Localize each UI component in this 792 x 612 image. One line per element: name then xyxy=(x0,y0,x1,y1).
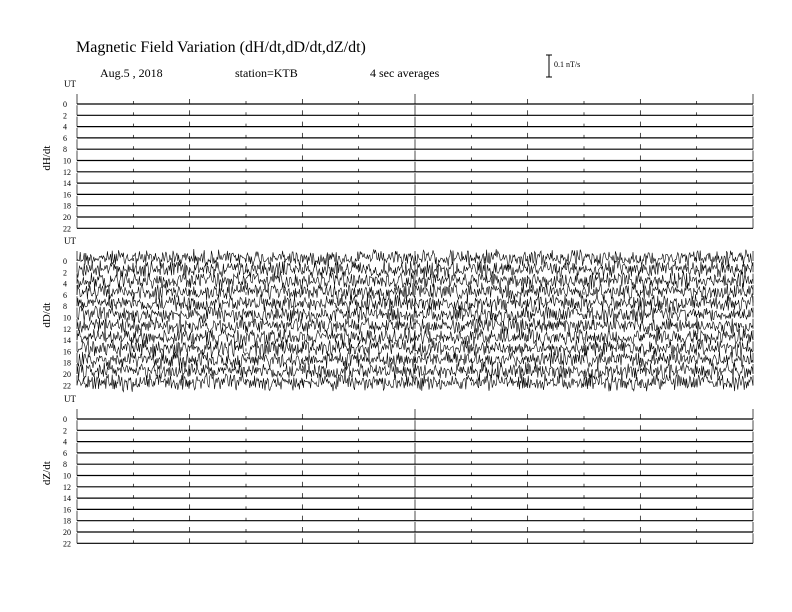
row-hour-label: 8 xyxy=(63,460,67,470)
panel-ylabel: dD/dt xyxy=(41,302,53,328)
row-hour-label: 0 xyxy=(63,100,67,109)
row-hour-label: 2 xyxy=(63,268,67,278)
row-hour-label: 6 xyxy=(63,290,67,300)
row-hour-label: 4 xyxy=(63,279,67,289)
row-hour-label: 12 xyxy=(63,482,71,492)
row-hour-label: 16 xyxy=(63,347,71,357)
row-hour-label: 18 xyxy=(63,358,71,368)
row-hour-label: 22 xyxy=(63,224,71,234)
row-hour-label: 14 xyxy=(63,494,71,504)
scale-bar-label: 0.1 nT/s xyxy=(554,60,581,69)
row-hour-label: 4 xyxy=(63,437,67,447)
row-hour-label: 22 xyxy=(63,381,71,391)
row-hour-label: 0 xyxy=(63,257,67,266)
row-hour-label: 8 xyxy=(63,145,67,155)
row-hour-label: 6 xyxy=(63,448,67,458)
row-hour-label: 20 xyxy=(63,370,71,379)
row-hour-label: 18 xyxy=(63,516,71,526)
row-hour-label: 20 xyxy=(63,213,71,222)
row-hour-label: 12 xyxy=(63,167,71,177)
row-hour-label: 16 xyxy=(63,505,71,515)
row-hour-label: 6 xyxy=(63,133,67,143)
row-hour-label: 0 xyxy=(63,415,67,424)
row-hour-label: 14 xyxy=(63,179,71,189)
row-hour-label: 4 xyxy=(63,122,67,132)
row-hour-label: 2 xyxy=(63,426,67,436)
date-label: Aug.5 , 2018 xyxy=(100,66,163,80)
row-hour-label: 12 xyxy=(63,324,71,334)
row-hour-label: 10 xyxy=(63,313,71,323)
station-label: station=KTB xyxy=(235,66,298,80)
panel-ylabel: dZ/dt xyxy=(41,461,53,486)
row-hour-label: 18 xyxy=(63,201,71,211)
ut-axis-label: UT xyxy=(64,79,76,89)
row-hour-label: 2 xyxy=(63,111,67,121)
averaging-label: 4 sec averages xyxy=(370,66,440,80)
row-hour-label: 10 xyxy=(63,471,71,481)
row-hour-label: 14 xyxy=(63,336,71,346)
panel-ylabel: dH/dt xyxy=(41,145,53,171)
ut-axis-label: UT xyxy=(64,394,76,404)
row-hour-label: 8 xyxy=(63,302,67,312)
row-hour-label: 10 xyxy=(63,156,71,166)
ut-axis-label: UT xyxy=(64,236,76,246)
row-hour-label: 16 xyxy=(63,190,71,200)
row-hour-label: 22 xyxy=(63,539,71,549)
chart-title: Magnetic Field Variation (dH/dt,dD/dt,dZ/dt) xyxy=(76,39,366,56)
row-hour-label: 20 xyxy=(63,528,71,537)
